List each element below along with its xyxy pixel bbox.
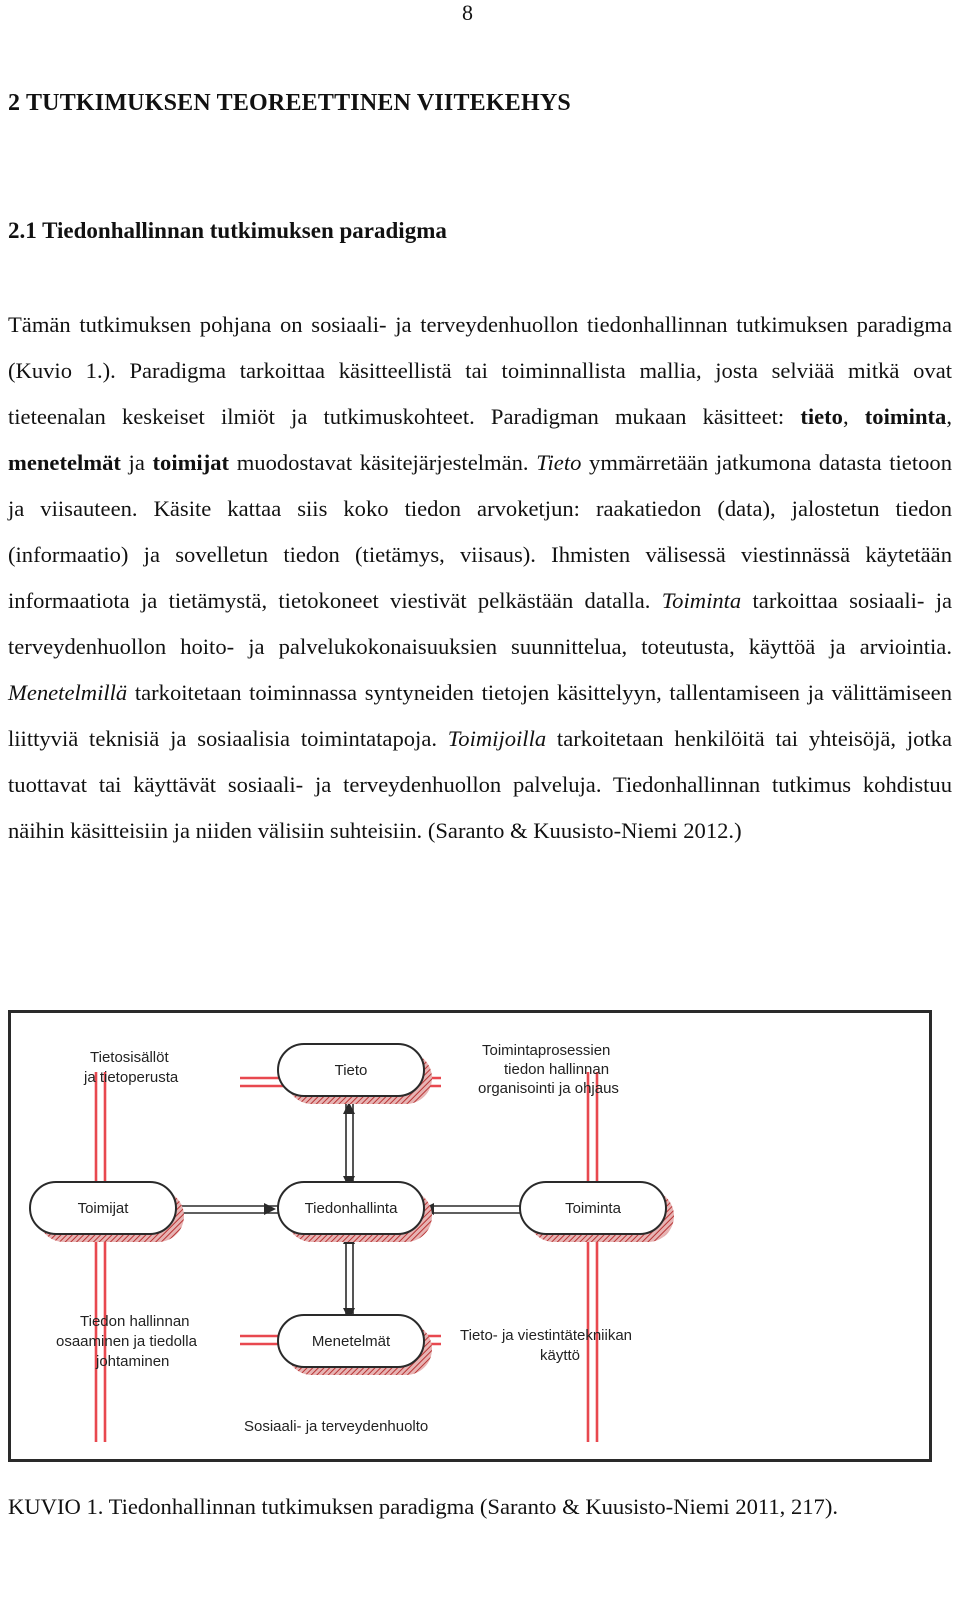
italic-term-toiminta: Toiminta	[661, 588, 742, 613]
text-segment: tarkoitetaan toiminnassa syntyneiden tietojen käsittelyyn, tallentamiseen ja välittämiseen liittyviä teknisiä ja sosiaalisia toimintatapoja.	[8, 680, 952, 751]
section-heading: 2.1 Tiedonhallinnan tutkimuksen paradigma	[8, 218, 447, 243]
node-label: Toimijat	[77, 1200, 129, 1217]
text-segment: muodostavat käsitejärjestelmän.	[229, 450, 537, 475]
label-bottom-left: Tiedon hallinnan	[80, 1313, 190, 1330]
node-toimijat	[30, 1182, 184, 1242]
label-bottom-right: käyttö	[540, 1347, 581, 1364]
paradigm-figure	[8, 1010, 932, 1462]
label-top-right: Toimintaprosessien	[482, 1042, 611, 1059]
label-bottom-center: Sosiaali- ja terveydenhuolto	[244, 1418, 429, 1435]
page-number: 8	[462, 0, 473, 25]
text-segment: ,	[842, 404, 865, 429]
label-top-right: tiedon hallinnan	[504, 1061, 610, 1078]
node-label: Toiminta	[565, 1200, 621, 1217]
italic-term-tieto: Tieto	[536, 450, 582, 475]
label-bottom-left: osaaminen ja tiedolla	[56, 1333, 197, 1350]
paradigm-diagram	[8, 1010, 932, 1462]
node-label: Menetelmät	[311, 1333, 391, 1350]
text-segment: ,	[946, 404, 953, 429]
node-label: Tieto	[334, 1062, 368, 1079]
text-segment: tarkoitetaan henkilöitä tai yhteisöjä, jotka tuottavat tai käyttävät sosiaali- ja terveydenhuollon palveluja. Tiedonhallinnan tutkimus kohdistuu näihin käsitteisiin ja niiden välisiin suhteisiin. (Saranto & Kuusisto-Niemi 2012.)	[8, 726, 952, 843]
text-segment: Tämän tutkimuksen pohjana on sosiaali- ja terveydenhuollon tiedonhallinnan tutkimuksen paradigma (Kuvio 1.). Paradigma tarkoittaa käsitteellistä tai toiminnallista mallia, josta selviää mitkä ovat tieteenalan keskeiset ilmiöt ja tutkimuskohteet. Paradigman mukaan käsitteet:	[8, 312, 952, 429]
italic-term-toimijoilla: Toimijoilla	[447, 726, 547, 751]
label-bottom-right: Tieto- ja viestintätekniikan	[460, 1327, 633, 1344]
figure-caption: KUVIO 1. Tiedonhallinnan tutkimuksen paradigma (Saranto & Kuusisto-Niemi 2011, 217).	[8, 1494, 839, 1519]
text-segment: tarkoittaa sosiaali- ja terveydenhuollon hoito- ja palvelukokonaisuuksien suunnittelua, toteutusta, käyttöä ja arviointia.	[8, 588, 952, 659]
label-bottom-left: johtaminen	[96, 1353, 170, 1370]
term-toimijat: toimijat	[152, 450, 230, 475]
italic-term-menetelmilla: Menetelmillä	[8, 680, 128, 705]
body-paragraph	[8, 302, 952, 854]
term-toiminta: toiminta	[864, 404, 947, 429]
chapter-heading: 2 TUTKIMUKSEN TEOREETTINEN VIITEKEHYS	[8, 90, 571, 116]
label-top-left: Tietosisällöt	[90, 1049, 169, 1066]
term-tieto: tieto	[800, 404, 843, 429]
label-top-left: ja tietoperusta	[84, 1069, 179, 1086]
node-tieto	[278, 1044, 432, 1104]
label-top-right: organisointi ja ohjaus	[478, 1080, 619, 1097]
node-menetelmat	[278, 1315, 432, 1375]
node-label: Tiedonhallinta	[304, 1200, 398, 1217]
text-segment: ja	[120, 450, 153, 475]
term-menetelmat: menetelmät	[8, 450, 121, 475]
node-tiedonhallinta	[278, 1182, 432, 1242]
text-segment: ymmärretään jatkumona datasta tietoon ja viisauteen. Käsite kattaa siis koko tiedon arvoketjun: raakatiedon (data), jalostetun tiedon (informaatio) ja sovelletun tiedon (tietämys, viisaus). Ihmisten välisessä viestinnässä käytetään informaatiota ja tietämystä, tietokoneet viestivät pelkästään datalla.	[8, 450, 952, 613]
node-toiminta	[520, 1182, 674, 1242]
